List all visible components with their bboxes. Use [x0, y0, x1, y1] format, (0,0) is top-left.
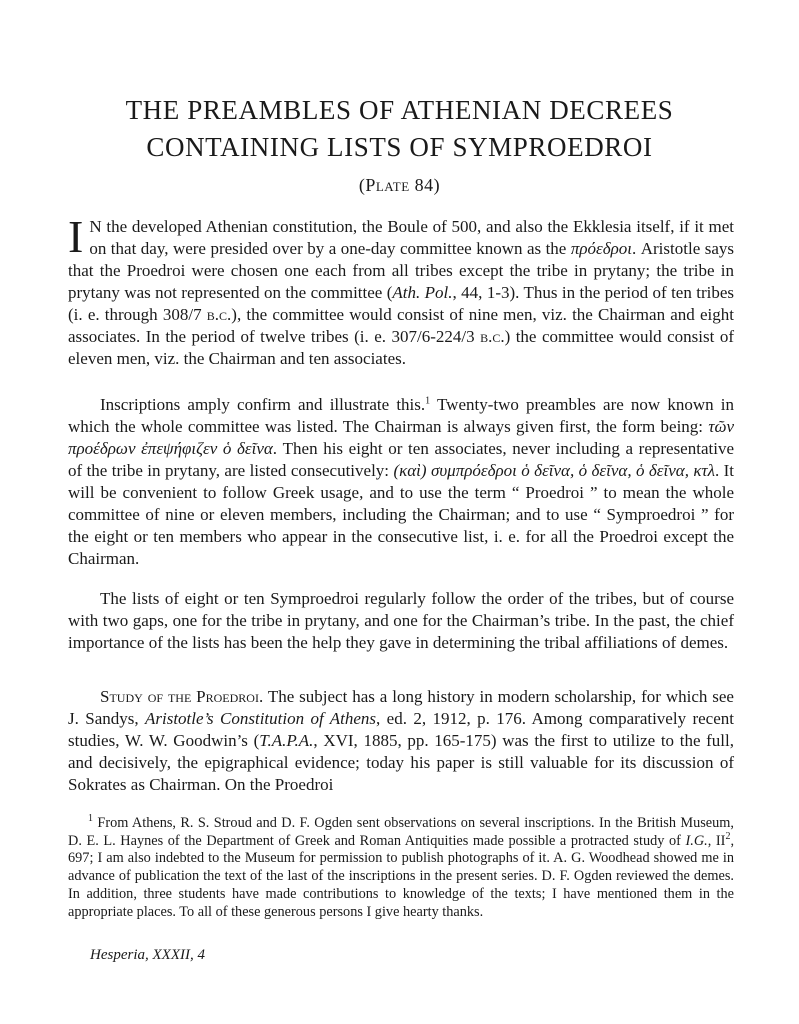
ig-abbrev: I.G. [685, 832, 708, 849]
drop-cap: I [68, 211, 84, 262]
fn-text-c: , 697; I am also indebted to the Museum for permission to publish photographs of it. A. G. Woodhead showed me in advance of publication the text of the last of the inscriptions in the present series. D. F. Ogden reviewed the demes. In addition, three students have made contributions to knowledge of the texts; I have mentioned them in the appropriate places. To all of these generous persons I give hearty thanks. [68, 832, 735, 920]
journal-abbrev: T.A.P.A. [259, 731, 314, 750]
p4-text-c: , XVI, 1885, pp. 165-175) was the first to utilize to the full, and decisively, the epigraphical evidence; today his paper is still valuable for its discussion of Sokrates as Chairman. On the Proedroi [68, 731, 734, 794]
p3-text: The lists of eight or ten Symproedroi regularly follow the order of the tribes, but of course with two gaps, one for the tribe in prytany, and one for the Chairman’s tribe. In the past, the chief importance of the lists has been the help they gave in determining the tribal affiliations of demes. [68, 589, 734, 652]
section-heading: Study of the Proedroi. [100, 687, 264, 706]
p2-text-c: . Then his eight or ten associates, never including a representative of the tribe in prytany, are listed consecutively: [68, 439, 734, 480]
p4-text-b: , ed. 2, 1912, p. 176. Among comparatively recent studies, W. W. Goodwin’s ( [68, 709, 734, 750]
greek-formula-chairman: τῶν προέδρων ἐπεψήφιζεν ὁ δεῖνα [68, 417, 734, 458]
edition-superscript: 2 [725, 830, 731, 842]
fn-text-b: , II [707, 832, 726, 849]
p1-text-e: ) the committee would consist of eleven men, viz. the Chairman and ten associates. [68, 327, 734, 368]
p1-text-c: , 44, 1-3). Thus in the period of ten tribes (i. e. through 308/7 [68, 283, 734, 324]
citation-ath-pol: Ath. Pol. [392, 283, 453, 302]
paragraph-4 [68, 686, 734, 796]
footnote [68, 815, 734, 921]
paragraph-3 [68, 588, 734, 654]
plate-reference: (Plate 84) [358, 175, 441, 195]
era-bc: b.c. [480, 327, 505, 346]
p2-text-a: Inscriptions amply confirm and illustrate this. [100, 395, 426, 414]
footnote-mark: 1 [88, 813, 93, 825]
paragraph-1 [68, 211, 734, 370]
p2-text-d: . It will be convenient to follow Greek usage, and to use the term “ Proedroi ” to mean the whole committee of nine or eleven members, including the Chairman; and to use “ Symproedroi ” for the eight or ten members who appear in the consecutive list, i. e. for all the Proedroi except the Chairman. [68, 461, 735, 568]
p1-text-d: ), the committee would consist of nine men, viz. the Chairman and eight associates. In the period of twelve tribes (i. e. 307/6-224/3 [68, 305, 734, 346]
journal-signature: Hesperia, XXXII, 4 [90, 947, 205, 963]
book-title: Aristotle’s Constitution of Athens [145, 709, 377, 728]
p1-text-a: N the developed Athenian constitution, the Boule of 500, and also the Ekklesia itself, if it met on that day, were presided over by a one-day committee known as the [89, 217, 734, 258]
paragraph-2 [68, 394, 734, 570]
article-title-line-2: CONTAINING LISTS OF SYMPROEDROI [146, 132, 653, 162]
era-bc: b.c. [206, 305, 232, 324]
p4-text-a: The subject has a long history in modern scholarship, for which see J. Sandys, [68, 687, 734, 728]
greek-formula-symproedroi: (καὶ) συμπρόεδροι ὁ δεῖνα, ὁ δεῖνα, ὁ δεῖνα, κτλ [393, 461, 715, 480]
footnote-reference: 1 [425, 395, 431, 407]
p1-text-b: . Aristotle says that the Proedroi were chosen one each from all tribes except the tribe in prytany; the tribe in prytany was not represented on the committee ( [68, 239, 734, 302]
p2-text-b: Twenty-two preambles are now known in which the whole committee was listed. The Chairman is always given first, the form being: [68, 395, 734, 436]
fn-text-a: From Athens, R. S. Stroud and D. F. Ogden sent observations on several inscriptions. In the British Museum, D. E. L. Haynes of the Department of Greek and Roman Antiquities made possible a protracted study of [68, 815, 734, 849]
article-title-line-1: THE PREAMBLES OF ATHENIAN DECREES [125, 95, 674, 125]
greek-term-proedroi: πρόεδροι [570, 239, 633, 258]
